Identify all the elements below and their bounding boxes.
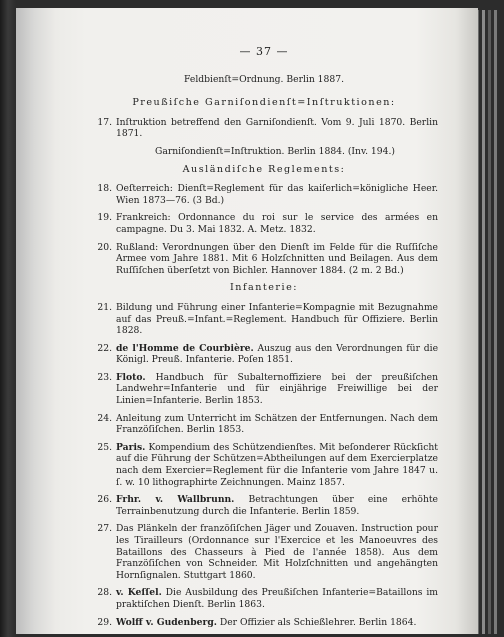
entry-number: 26. (97, 494, 112, 506)
page-number: — 37 — (239, 45, 289, 58)
entry-text (116, 302, 438, 337)
entry-title: Auszug aus den Verordnungen für die Königl. Preuß. Infanterie. Poſen 1851. (116, 342, 439, 366)
entry-number: 20. (97, 241, 112, 253)
entry-author: Frhr. v. Wallbrunn. (116, 494, 235, 506)
entry-text (116, 523, 438, 581)
entry-title: Handbuch für Subalternoffiziere bei der preußiſchen Landwehr=Infanterie und für einjährige Freiwillige bei der Linien=Infanterie. Berlin 1853. (116, 371, 439, 407)
entry-text (116, 413, 438, 436)
entry-author: Floto. (116, 371, 146, 383)
section-heading: Ausländiſche Reglements: (182, 163, 346, 175)
list-item (90, 343, 438, 366)
entry-number: 23. (97, 371, 112, 383)
list-item (90, 494, 438, 517)
section-heading: Infanterie: (229, 282, 298, 294)
entry-text (116, 587, 438, 610)
entry-number: 25. (97, 441, 112, 453)
section-infantry (90, 282, 438, 628)
entry-number: 29. (97, 616, 112, 628)
page-edge (494, 10, 497, 634)
entry-text (116, 617, 438, 629)
list-item (90, 442, 438, 488)
page-edge (488, 10, 491, 634)
entry-text: Rußland: Verordnungen über den Dienſt im Felde für die Ruſſiſche Armee vom Jahre 1881. Mit 6 Holzſchnitten und Beilagen. Aus dem Ruſſiſchen überſetzt von Bichler. Hannover 1884. (2 m. 2 Bd.) (116, 241, 438, 276)
entry-author: v. Keſſel. (116, 587, 162, 599)
list-item (90, 212, 438, 235)
page-edge (482, 10, 485, 634)
entry-text (116, 442, 438, 488)
entry-number: 28. (97, 587, 112, 599)
page-content (90, 46, 438, 634)
entry-title: Das Plänkeln der franzöſiſchen Jäger und Zouaven. Instruction pour les Tirailleurs (Ordonnance sur l'Exercice et les Manoeuvres des Bataillons des Chasseurs à Pied de l'année 1858). Aus dem Franzöſiſchen von Schneider. Mit Holzſchnitten und angehängten Hornſignalen. Stuttgart 1860. (116, 523, 438, 581)
entry-title: Kompendium des Schützendienſtes. Mit beſonderer Rückſicht auf die Führung der Schützen=Abtheilungen auf dem Exercierplatze nach dem Exercier=Reglement für die Infanterie vom Jahre 1847 u. ſ. w. 10 lithographirte Zeichnungen. Mainz 1857. (116, 441, 438, 488)
entry-title: Anleitung zum Unterricht im Schätzen der Entfernungen. Nach dem Franzöſiſchen. Berlin 1853. (116, 412, 438, 436)
entry-title: Bildung und Führung einer Infanterie=Kompagnie mit Bezugnahme auf das Preuß.=Infant.=Reglement. Handbuch für Offiziere. Berlin 1828. (116, 301, 438, 337)
section-heading: Preußiſche Garniſondienſt=Inſtruktionen: (132, 97, 396, 109)
entry-title: Der Offizier als Schießlehrer. Berlin 1864. (219, 616, 417, 628)
entry-number: 18. (97, 183, 112, 195)
entry-number: 19. (97, 212, 112, 224)
list-item (90, 117, 438, 140)
book-page (16, 8, 478, 634)
entry-number: 27. (97, 523, 112, 535)
entry-continuation: Garniſondienſt=Inſtruktion. Berlin 1884. (Inv. 194.) (155, 145, 395, 157)
list-item (90, 242, 438, 277)
entry-number: 17. (97, 116, 112, 128)
entry-number: 22. (97, 342, 112, 354)
list-item (90, 523, 438, 581)
entry-text (116, 372, 438, 407)
section-foreign (90, 164, 438, 277)
entry-title: Betrachtungen über eine erhöhte Terrainbenutzung durch die Infanterie. Berlin 1859. (116, 494, 438, 517)
list-item (90, 587, 438, 610)
entry-author: de l'Homme de Courbière. (116, 342, 254, 354)
entry-text (116, 343, 438, 366)
list-item (90, 302, 438, 337)
entry-title: Die Ausbildung des Preußiſchen Infanterie=Bataillons im praktiſchen Dienſt. Berlin 1863. (116, 587, 438, 610)
list-item (90, 413, 438, 436)
intro-line: Feldbienſt=Ordnung. Berlin 1887. (184, 73, 344, 85)
list-item (90, 372, 438, 407)
section-garrison (90, 97, 438, 157)
entry-author: Wolff v. Gudenberg. (116, 616, 217, 628)
entry-text: Inſtruktion betreffend den Garniſondienſt. Vom 9. Juli 1870. Berlin 1871. (116, 116, 438, 140)
entry-author: Paris. (116, 441, 146, 453)
list-item (90, 183, 438, 206)
entry-text: Frankreich: Ordonnance du roi sur le service des armées en campagne. Du 3. Mai 1832. A. Metz. 1832. (116, 212, 438, 235)
entry-number: 24. (97, 412, 112, 424)
entry-text: Oeſterreich: Dienſt=Reglement für das kaiſerlich=königliche Heer. Wien 1873—76. (3 Bd.) (116, 183, 438, 206)
list-item (90, 617, 438, 629)
entry-number: 21. (97, 301, 112, 313)
entry-text (116, 494, 438, 517)
